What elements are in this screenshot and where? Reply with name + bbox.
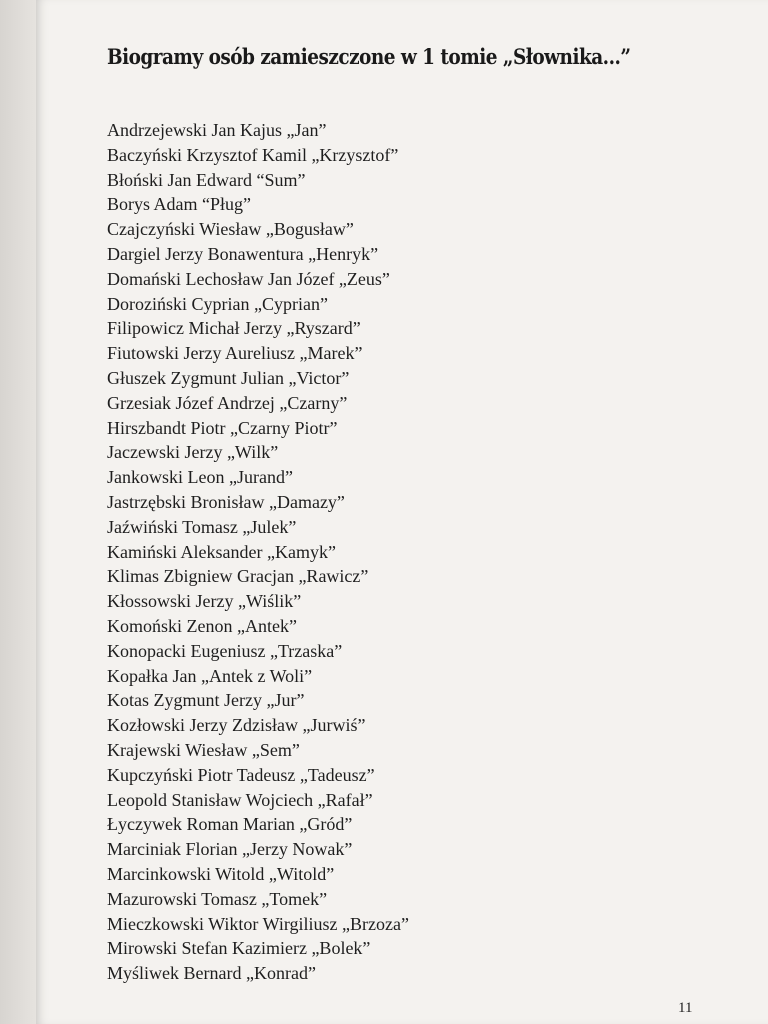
list-item: Konopacki Eugeniusz „Trzaska”: [107, 640, 343, 661]
list-item: Marcinkowski Witold „Witold”: [107, 863, 335, 884]
list-item: Dargiel Jerzy Bonawentura „Henryk”: [107, 243, 379, 264]
list-item: Doroziński Cyprian „Cyprian”: [107, 293, 328, 314]
list-item: Komoński Zenon „Antek”: [107, 615, 297, 636]
list-item: Czajczyński Wiesław „Bogusław”: [107, 219, 354, 240]
list-item: Myśliwek Bernard „Konrad”: [107, 963, 316, 984]
list-item: Hirszbandt Piotr „Czarny Piotr”: [107, 417, 338, 438]
list-item: Grzesiak Józef Andrzej „Czarny”: [107, 392, 348, 413]
list-item: Kopałka Jan „Antek z Woli”: [107, 665, 313, 686]
list-item: Mazurowski Tomasz „Tomek”: [107, 888, 328, 909]
list-item: Mieczkowski Wiktor Wirgiliusz „Brzoza”: [107, 913, 409, 934]
page-number: 11: [678, 1000, 693, 1016]
list-item: Jaźwiński Tomasz „Julek”: [107, 516, 297, 537]
list-item: Krajewski Wiesław „Sem”: [107, 739, 300, 760]
list-item: Kupczyński Piotr Tadeusz „Tadeusz”: [107, 764, 375, 785]
list-item: Borys Adam “Pług”: [107, 194, 251, 215]
list-item: Głuszek Zygmunt Julian „Victor”: [107, 367, 350, 388]
list-item: Klimas Zbigniew Gracjan „Rawicz”: [107, 566, 369, 587]
list-item: Jastrzębski Bronisław „Damazy”: [107, 491, 345, 512]
list-item: Kłossowski Jerzy „Wiślik”: [107, 591, 302, 612]
list-item: Mirowski Stefan Kazimierz „Bolek”: [107, 938, 371, 959]
list-item: Kozłowski Jerzy Zdzisław „Jurwiś”: [107, 715, 366, 736]
list-item: Jankowski Leon „Jurand”: [107, 467, 293, 488]
list-item: Baczyński Krzysztof Kamil „Krzysztof”: [107, 144, 399, 165]
list-item: Leopold Stanisław Wojciech „Rafał”: [107, 789, 373, 810]
list-item: Łyczywek Roman Marian „Gród”: [107, 814, 353, 835]
list-item: Andrzejewski Jan Kajus „Jan”: [107, 120, 327, 140]
list-item: Filipowicz Michał Jerzy „Ryszard”: [107, 318, 361, 339]
list-item: Fiutowski Jerzy Aureliusz „Marek”: [107, 343, 363, 364]
list-item: Marciniak Florian „Jerzy Nowak”: [107, 839, 353, 860]
list-item: Kotas Zygmunt Jerzy „Jur”: [107, 690, 305, 711]
list-item: Błoński Jan Edward “Sum”: [107, 169, 306, 190]
list-item: Domański Lechosław Jan Józef „Zeus”: [107, 268, 390, 289]
book-spine: [0, 0, 36, 1024]
page-title: Biogramy osób zamieszczone w 1 tomie „Słownika...”: [107, 44, 631, 69]
list-item: Jaczewski Jerzy „Wilk”: [107, 442, 279, 463]
biography-list: [107, 118, 409, 986]
list-item: Kamiński Aleksander „Kamyk”: [107, 541, 336, 562]
